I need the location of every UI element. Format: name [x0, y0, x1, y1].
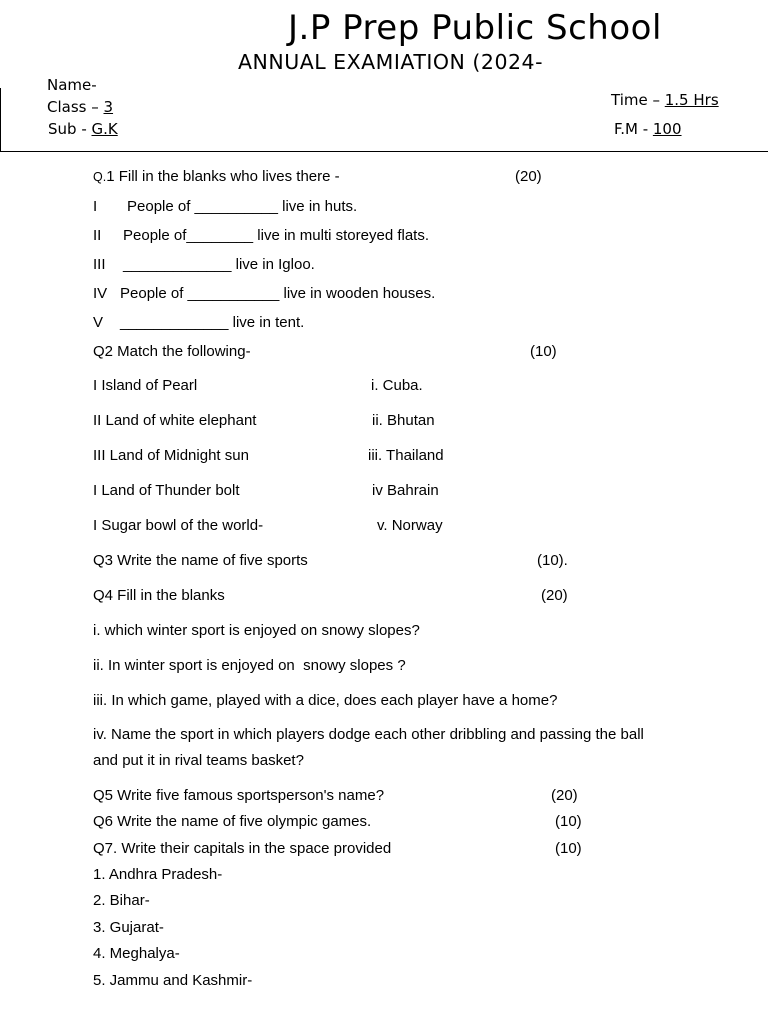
time-value: 1.5 Hrs	[664, 91, 719, 109]
class-line	[47, 98, 113, 116]
name-label: Name-	[47, 76, 97, 94]
q2-marks: (10)	[530, 343, 557, 360]
time-label: Time –	[611, 91, 665, 109]
q2-left-item: II Land of white elephant	[93, 412, 257, 429]
subject-value: G.K	[91, 120, 118, 138]
q2-right-item: i. Cuba.	[371, 377, 423, 394]
q5-heading: Q5 Write five famous sportsperson's name?	[93, 787, 385, 804]
q4-item: ii. In winter sport is enjoyed on snowy slopes ?	[93, 657, 406, 674]
q1-item-num: IV	[93, 285, 108, 302]
q7-heading: Q7. Write their capitals in the space provided	[93, 840, 392, 857]
q2-right-item: iv Bahrain	[372, 482, 439, 499]
q1-item-text: People of ___________ live in wooden houses.	[120, 285, 436, 302]
q1-prefix: Q.	[93, 170, 107, 184]
full-marks-label: F.M -	[614, 120, 653, 138]
q4-heading: Q4 Fill in the blanks	[93, 587, 225, 604]
q1-item-text: _____________ live in tent.	[120, 314, 305, 331]
q1-item-text: _____________ live in Igloo.	[123, 256, 315, 273]
q6-marks: (10)	[555, 813, 582, 830]
q7-item: 5. Jammu and Kashmir-	[93, 972, 253, 989]
q1-marks: (20)	[515, 168, 542, 185]
q7-item: 2. Bihar-	[93, 892, 150, 909]
header-divider	[0, 151, 768, 152]
q2-left-item: III Land of Midnight sun	[93, 447, 249, 464]
q2-right-item: ii. Bhutan	[372, 412, 435, 429]
q1-text: 1 Fill in the blanks who lives there -	[106, 168, 340, 185]
q1-item-num: V	[93, 314, 104, 331]
subject-label: Sub -	[48, 120, 92, 138]
class-value: 3	[103, 98, 114, 116]
full-marks-line	[614, 120, 682, 138]
class-label: Class –	[47, 98, 104, 116]
q6-heading: Q6 Write the name of five olympic games.	[93, 813, 372, 830]
q7-item: 1. Andhra Pradesh-	[93, 866, 223, 883]
school-name: J.P Prep Public School	[288, 8, 662, 48]
q2-left-item: I Sugar bowl of the world-	[93, 517, 264, 534]
q3-heading: Q3 Write the name of five sports	[93, 552, 308, 569]
q2-left-item: I Land of Thunder bolt	[93, 482, 240, 499]
q7-marks: (10)	[555, 840, 582, 857]
subject-line	[48, 120, 118, 138]
q4-item: iii. In which game, played with a dice, does each player have a home?	[93, 692, 558, 709]
q1-item-text: People of __________ live in huts.	[127, 198, 358, 215]
q2-right-item: iii. Thailand	[368, 447, 444, 464]
q1-item-text: People of________ live in multi storeyed flats.	[123, 227, 430, 244]
exam-title: ANNUAL EXAMIATION (2024-	[238, 50, 543, 74]
q1-item-num: II	[93, 227, 102, 244]
q1-item-num: III	[93, 256, 106, 273]
q4-item: i. which winter sport is enjoyed on snowy slopes?	[93, 622, 420, 639]
q2-heading: Q2 Match the following-	[93, 343, 251, 360]
q4-marks: (20)	[541, 587, 568, 604]
q7-item: 3. Gujarat-	[93, 919, 164, 936]
q2-right-item: v. Norway	[377, 517, 443, 534]
header-left-border	[0, 88, 1, 151]
full-marks-value: 100	[652, 120, 682, 138]
q5-marks: (20)	[551, 787, 578, 804]
q3-marks: (10).	[537, 552, 568, 569]
q1-heading	[93, 168, 340, 185]
q7-item: 4. Meghalya-	[93, 945, 180, 962]
q1-item-num: I	[93, 198, 98, 215]
q4-item: and put it in rival teams basket?	[93, 752, 304, 769]
q2-left-item: I Island of Pearl	[93, 377, 198, 394]
time-line	[611, 91, 719, 109]
q4-item: iv. Name the sport in which players dodge each other dribbling and passing the ball	[93, 726, 644, 743]
